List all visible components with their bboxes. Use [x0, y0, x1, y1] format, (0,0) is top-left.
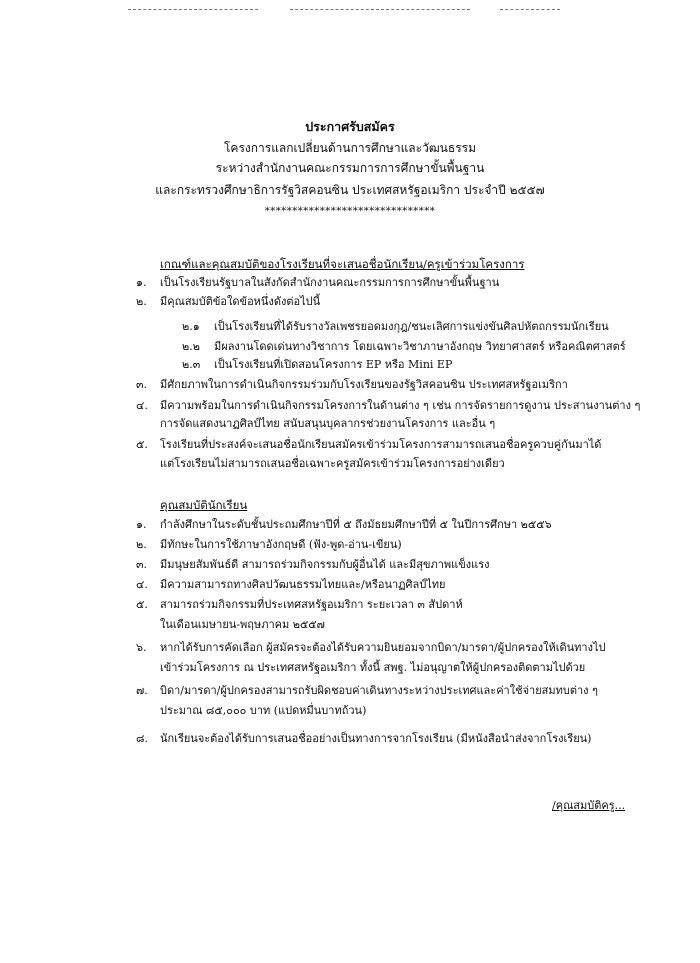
document-subtitle-3: และกระทรวงศึกษาธิการรัฐวิสคอนซิน ประเทศสหรัฐอเมริกา ประจำปี ๒๕๕๗ — [155, 183, 545, 197]
document-title: ประกาศรับสมัคร — [305, 119, 395, 134]
list-item: ๒.๒ มีผลงานโดดเด่นทางวิชาการ โดยเฉพาะวิชาภาษาอังกฤษ วิทยาศาสตร์ หรือคณิตศาสตร์ — [182, 340, 626, 353]
continuation-note: /คุณสมบัติครู... — [552, 799, 626, 812]
list-item-continuation: แต่โรงเรียนไม่สามารถเสนอชื่อเฉพาะครูสมัครเข้าร่วมโครงการอย่างเดียว — [160, 457, 505, 470]
school-criteria-heading: เกณฑ์และคุณสมบัติของโรงเรียนที่จะเสนอชื่อนักเรียน/ครูเข้าร่วมโครงการ — [160, 257, 525, 271]
list-item: ๖. หากได้รับการคัดเลือก ผู้สมัครจะต้องได้รับความยินยอมจากบิดา/มารดา/ผู้ปกครองให้เดินทางไป — [136, 641, 606, 654]
document-subtitle-1: โครงการแลกเปลี่ยนด้านการศึกษาและวัฒนธรรม — [223, 141, 477, 155]
list-item-continuation: ในเดือนเมษายน-พฤษภาคม ๒๕๕๗ — [160, 618, 325, 631]
list-item: ๑. เป็นโรงเรียนรัฐบาลในสังกัดสำนักงานคณะกรรมการการศึกษาขั้นพื้นฐาน — [136, 276, 500, 289]
list-item: ๓. มีศักยภาพในการดำเนินกิจกรรมร่วมกับโรงเรียนของรัฐวิสคอนซิน ประเทศสหรัฐอเมริกา — [136, 378, 568, 391]
star-divider: ******************************* — [264, 206, 436, 217]
list-item: ๑. กำลังศึกษาในระดับชั้นประถมศึกษาปีที่ ๕ ถึงมัธยมศึกษาปีที่ ๕ ในปีการศึกษา ๒๕๕๖ — [136, 518, 552, 531]
list-item: ๒.๑ เป็นโรงเรียนที่ได้รับรางวัลเพชรยอดมงกุฎ/ชนะเลิศการแข่งขันศิลปหัตถกรรมนักเรียน — [182, 320, 609, 333]
list-item: ๒. มีคุณสมบัติข้อใดข้อหนึ่งดังต่อไปนี้ — [136, 295, 321, 308]
list-item: ๒. มีทักษะในการใช้ภาษาอังกฤษดี (ฟัง-พูด-อ่าน-เขียน) — [136, 538, 402, 551]
list-item-continuation: เข้าร่วมโครงการ ณ ประเทศสหรัฐอเมริกา ทั้งนี้ สพฐ. ไม่อนุญาตให้ผู้ปกครองติดตามไปด้วย — [160, 661, 586, 674]
list-item: ๔. มีความสามารถทางศิลปวัฒนธรรมไทยและ/หรือนาฏศิลป์ไทย — [136, 578, 446, 591]
list-item: ๓. มีมนุษยสัมพันธ์ดี สามารถร่วมกิจกรรมกับผู้อื่นได้ และมีสุขภาพแข็งแรง — [136, 558, 490, 571]
list-item: ๔. มีความพร้อมในการดำเนินกิจกรรมโครงการในด้านต่าง ๆ เช่น การจัดรายการดูงาน ประสานงานต่าง ๆ — [136, 399, 641, 412]
list-item-continuation: การจัดแสดงนาฏศิลป์ไทย สนับสนุนบุคลากรช่วยงานโครงการ และอื่น ๆ — [160, 417, 496, 430]
list-item: ๘. นักเรียนจะต้องได้รับการเสนอชื่ออย่างเป็นทางการจากโรงเรียน (มีหนังสือนำส่งจากโรงเรียน) — [136, 732, 592, 745]
list-item: ๒.๓ เป็นโรงเรียนที่เปิดสอนโครงการ EP หรือ Mini EP — [182, 358, 453, 371]
list-item-continuation: ประมาณ ๘๕,๐๐๐ บาท (แปดหมื่นบาทถ้วน) — [160, 704, 367, 717]
list-item: ๕. โรงเรียนที่ประสงค์จะเสนอชื่อนักเรียนสมัครเข้าร่วมโครงการสามารถเสนอชื่อครูควบคู่กันมาได้ — [136, 438, 602, 451]
list-item: ๗. บิดา/มารดา/ผู้ปกครองสามารถรับผิดชอบค่าเดินทางระหว่างประเทศและค่าใช้จ่ายสมทบต่าง ๆ — [136, 684, 598, 697]
student-qualifications-heading: คุณสมบัตินักเรียน — [160, 498, 248, 512]
list-item: ๕. สามารถร่วมกิจกรรมที่ประเทศสหรัฐอเมริกา ระยะเวลา ๓ สัปดาห์ — [136, 598, 463, 611]
document-subtitle-2: ระหว่างสำนักงานคณะกรรมการการศึกษาขั้นพื้นฐาน — [215, 161, 485, 175]
